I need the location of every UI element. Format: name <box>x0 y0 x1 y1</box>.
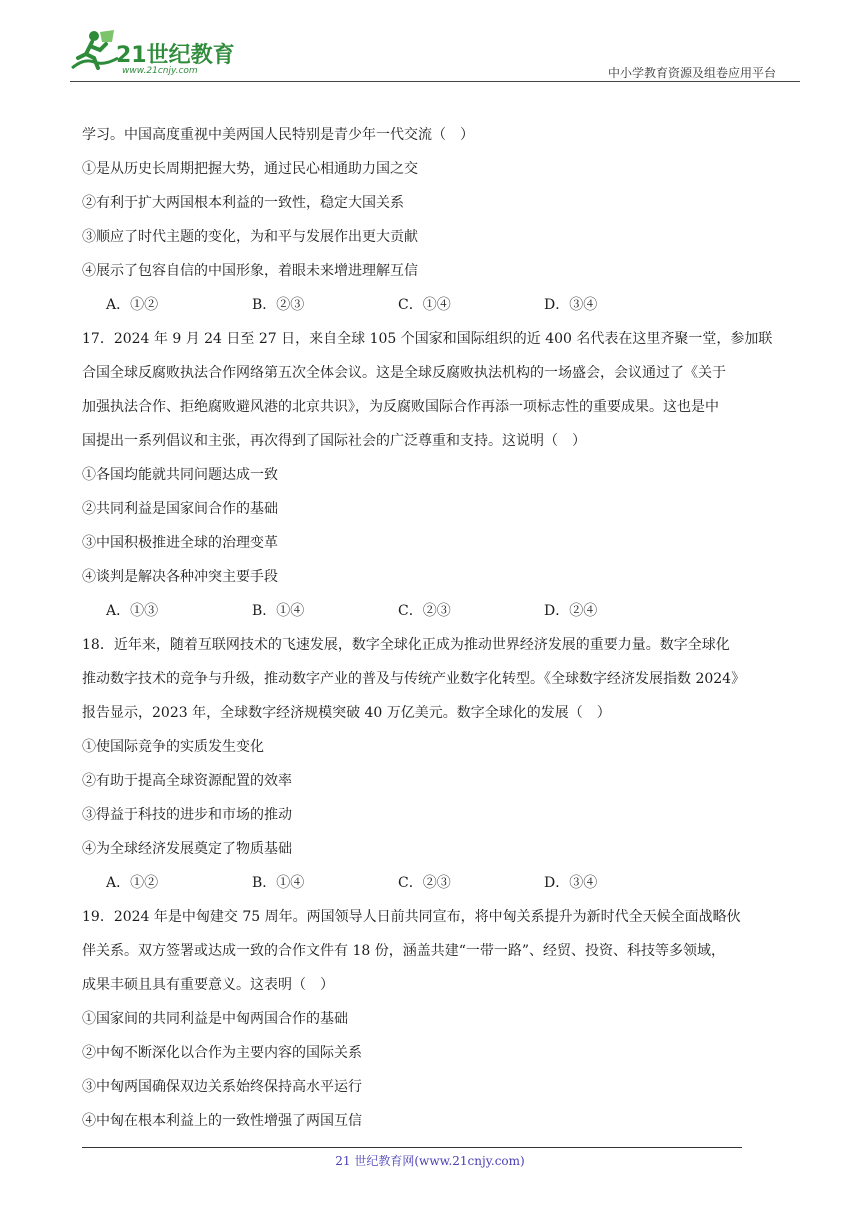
answer-options <box>82 288 782 322</box>
question-17-line: 合国全球反腐败执法合作网络第五次全体会议。这是全球反腐败执法机构的一场盛会，会议通过了《关于 <box>82 365 726 381</box>
option-a: A．①② <box>106 875 159 891</box>
question-19-line: 伴关系。双方签署或达成一致的合作文件有 18 份，涵盖共建“一带一路”、经贸、投资、科技等多领域， <box>82 943 726 959</box>
logo-url: www.21cnjy.com <box>122 66 198 76</box>
statement-line: ④为全球经济发展奠定了物质基础 <box>82 841 292 857</box>
question-18-line: 报告显示，2023 年，全球数字经济规模突破 40 万亿美元。数字全球化的发展（ ） <box>82 705 611 721</box>
question-19-line: 成果丰硕且具有重要意义。这表明（ ） <box>82 977 334 993</box>
statement-line: ①国家间的共同利益是中匈两国合作的基础 <box>82 1011 348 1027</box>
statement-line: ③得益于科技的进步和市场的推动 <box>82 807 292 823</box>
statement-line: ①各国均能就共同问题达成一致 <box>82 467 278 483</box>
statement-line: ①是从历史长周期把握大势，通过民心相通助力国之交 <box>82 161 418 177</box>
option-b: B．②③ <box>252 297 305 313</box>
page-footer[interactable]: 21 世纪教育网(www.21cnjy.com) <box>335 1154 525 1168</box>
question-17-line: 国提出一系列倡议和主张，再次得到了国际社会的广泛尊重和支持。这说明（ ） <box>82 433 586 449</box>
question-17-line: 17．2024 年 9 月 24 日至 27 日，来自全球 105 个国家和国际组织的近 400 名代表在这里齐聚一堂，参加联 <box>82 331 773 347</box>
statement-line: ④展示了包容自信的中国形象，着眼未来增进理解互信 <box>82 263 418 279</box>
option-c: C．②③ <box>398 875 451 891</box>
option-d: D．②④ <box>544 603 598 619</box>
question-19-line: 19．2024 年是中匈建交 75 周年。两国领导人日前共同宣布，将中匈关系提升为新时代全天候全面战略伙 <box>82 909 741 925</box>
statement-line: ②中匈不断深化以合作为主要内容的国际关系 <box>82 1045 362 1061</box>
option-a: A．①③ <box>106 603 159 619</box>
option-d: D．③④ <box>544 297 598 313</box>
question-18-line: 18．近年来，随着互联网技术的飞速发展，数字全球化正成为推动世界经济发展的重要力量。数字全球化 <box>82 637 730 653</box>
answer-options <box>82 866 782 900</box>
site-logo[interactable] <box>64 28 234 80</box>
statement-line: ①使国际竞争的实质发生变化 <box>82 739 264 755</box>
question-line: 学习。中国高度重视中美两国人民特别是青少年一代交流（ ） <box>82 127 474 143</box>
question-17-line: 加强执法合作、拒绝腐败避风港的北京共识》，为反腐败国际合作再添一项标志性的重要成果。这也是中 <box>82 399 719 415</box>
exam-content <box>82 118 782 1138</box>
option-b: B．①④ <box>252 603 305 619</box>
option-c: C．①④ <box>398 297 451 313</box>
question-18-line: 推动数字技术的竞争与升级，推动数字产业的普及与传统产业数字化转型。《全球数字经济发展指数 2024》 <box>82 671 746 687</box>
option-a: A．①② <box>106 297 159 313</box>
page-header <box>60 20 800 82</box>
option-c: C．②③ <box>398 603 451 619</box>
option-d: D．③④ <box>544 875 598 891</box>
statement-line: ②有助于提高全球资源配置的效率 <box>82 773 292 789</box>
option-b: B．①④ <box>252 875 305 891</box>
statement-line: ④中匈在根本利益上的一致性增强了两国互信 <box>82 1113 362 1129</box>
statement-line: ③中匈两国确保双边关系始终保持高水平运行 <box>82 1079 362 1095</box>
statement-line: ③中国积极推进全球的治理变革 <box>82 535 278 551</box>
statement-line: ④谈判是解决各种冲突主要手段 <box>82 569 278 585</box>
platform-tagline: 中小学教育资源及组卷应用平台 <box>607 66 776 80</box>
statement-line: ②有利于扩大两国根本利益的一致性，稳定大国关系 <box>82 195 404 211</box>
logo-name: 21世纪教育 <box>116 43 235 68</box>
runner-logo-icon <box>64 28 124 78</box>
answer-options <box>82 594 782 628</box>
header-divider <box>70 81 800 82</box>
footer-divider <box>82 1147 742 1148</box>
statement-line: ③顺应了时代主题的变化，为和平与发展作出更大贡献 <box>82 229 418 245</box>
statement-line: ②共同利益是国家间合作的基础 <box>82 501 278 517</box>
